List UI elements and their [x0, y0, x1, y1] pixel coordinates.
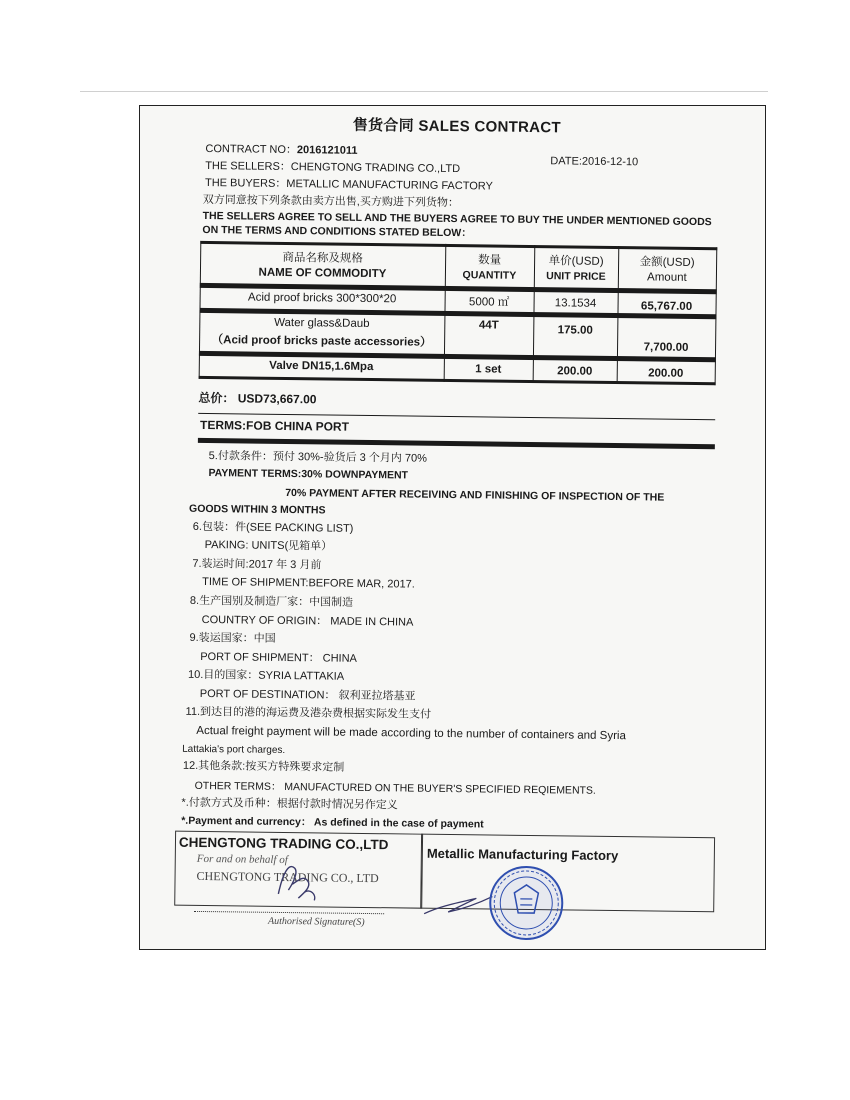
table-row-name: Acid proof bricks 300*300*20 [247, 291, 397, 306]
term-10-en: PORT OF DESTINATION： 叙利亚拉塔基亚 [199, 687, 416, 703]
buyer-company: Metallic Manufacturing Factory [426, 845, 619, 864]
payment-en: *.Payment and currency： As defined in the case of payment [181, 814, 484, 831]
total-price: 总价： USD73,667.00 [198, 390, 317, 407]
term-8-cn: 8.生产国别及制造厂家：中国制造 [189, 594, 354, 609]
table-row-qty: 5000 ㎡ [468, 296, 510, 309]
term-6-cn: 6.包装：件(SEE PACKING LIST) [192, 520, 354, 535]
header-unit-price [534, 254, 618, 285]
table-row-name: Water glass&Daub [274, 316, 370, 331]
header-en: NAME OF COMMODITY [258, 266, 387, 281]
contract-title [352, 116, 562, 137]
table-row-price: 200.00 [557, 365, 593, 378]
agree-en-2: ON THE TERMS AND CONDITIONS STATED BELOW： [202, 223, 472, 240]
header-cn: 数量 [478, 254, 502, 267]
contract-page [139, 105, 765, 950]
header-cn: 商品名称及规格 [282, 251, 363, 265]
table-row-qty: 1 set [475, 363, 502, 376]
term-11-en-2: Lattakia's port charges. [182, 743, 286, 757]
seller-stamp-text: CHENGTONG TRADING CO., LTD [196, 868, 379, 886]
header-en: UNIT PRICE [546, 270, 606, 283]
table-row-price: 13.1534 [554, 297, 597, 310]
table-row-name-2: （Acid proof bricks paste accessories） [211, 334, 432, 349]
table-rule [200, 241, 717, 250]
table-row-amount: 7,700.00 [643, 341, 689, 354]
contract-no-line [205, 143, 357, 158]
agree-cn: 双方同意按下列条款由卖方出售,买方购进下列货物： [202, 193, 459, 210]
payment-cn: *.付款方式及币种：根据付款时情况另作定义 [181, 796, 398, 812]
buyer-signature-and-seal [420, 858, 571, 950]
table-row-qty: 44T [478, 319, 499, 332]
term-11-en: Actual freight payment will be made according to the number of containers and Syria [196, 724, 626, 743]
term-5-en-3: GOODS WITHIN 3 MONTHS [188, 502, 326, 517]
term-7-en: TIME OF SHIPMENT:BEFORE MAR, 2017. [202, 575, 415, 591]
term-7-cn: 7.装运时间:2017 年 3 月前 [192, 557, 322, 572]
header-cn: 金额(USD) [639, 256, 695, 269]
term-6-en: PAKING: UNITS(见箱单） [204, 539, 333, 553]
terms-rule [198, 438, 715, 449]
top-divider [80, 91, 768, 92]
buyers-name: METALLIC MANUFACTURING FACTORY [286, 177, 493, 193]
term-9-cn: 9.装运国家：中国 [189, 631, 276, 645]
sellers-name: CHENGTONG TRADING CO.,LTD [290, 161, 461, 176]
header-commodity [200, 250, 445, 283]
authorised-signature: Authorised Signature(S) [267, 915, 365, 928]
scanned-contract [139, 105, 766, 950]
fob-terms: TERMS:FOB CHINA PORT [199, 417, 350, 434]
seller-signature [268, 854, 329, 905]
table-row-name: Valve DN15,1.6Mpa [269, 359, 374, 374]
header-en: QUANTITY [462, 269, 517, 282]
term-11-cn: 11.到达目的港的海运费及港杂费根据实际发生支付 [185, 705, 432, 721]
header-quantity [445, 253, 534, 284]
header-cn: 单价(USD) [548, 255, 604, 268]
contract-no: 2016121011 [296, 144, 358, 157]
term-5-cn: 5.付款条件：预付 30%-验货后 3 个月内 70% [208, 450, 427, 465]
term-5-en-2: 70% PAYMENT AFTER RECEIVING AND FINISHING OF INSPECTION OF THE [285, 486, 665, 504]
term-10-cn: 10.目的国家：SYRIA LATTAKIA [187, 668, 345, 683]
table-row-amount: 65,767.00 [640, 300, 693, 313]
table-row-amount: 200.00 [648, 367, 684, 380]
contract-no-label: CONTRACT NO： [205, 142, 297, 157]
agree-en-1: THE SELLERS AGREE TO SELL AND THE BUYERS AGREE TO BUY THE UNDER MENTIONED GOODS [202, 209, 712, 229]
buyers-label: THE BUYERS： [204, 176, 287, 190]
buyers-line [205, 177, 493, 194]
seal-icon [490, 867, 563, 940]
header-en: Amount [647, 271, 687, 284]
term-12-cn: 12.其他条款:按买方特殊要求定制 [182, 759, 345, 774]
sellers-line [205, 160, 460, 176]
sellers-label: THE SELLERS： [205, 159, 291, 174]
contract-date: DATE:2016-12-10 [550, 155, 639, 169]
term-5-en: PAYMENT TERMS:30% DOWNPAYMENT [208, 467, 409, 482]
seller-for-behalf: For and on behalf of [196, 852, 288, 867]
title-cn: 售货合同 [352, 116, 415, 135]
table-row-price: 175.00 [557, 324, 593, 337]
seller-company: CHENGTONG TRADING CO.,LTD [178, 834, 389, 853]
term-12-en: OTHER TERMS： MANUFACTURED ON THE BUYER'S SPECIFIED REQIEMENTS. [194, 779, 596, 797]
header-amount [618, 255, 716, 286]
title-en: SALES CONTRACT [418, 117, 562, 137]
term-8-en: COUNTRY OF ORIGIN： MADE IN CHINA [201, 613, 414, 629]
signature-dotted-line [194, 911, 384, 914]
term-9-en: PORT OF SHIPMENT： CHINA [200, 650, 357, 665]
